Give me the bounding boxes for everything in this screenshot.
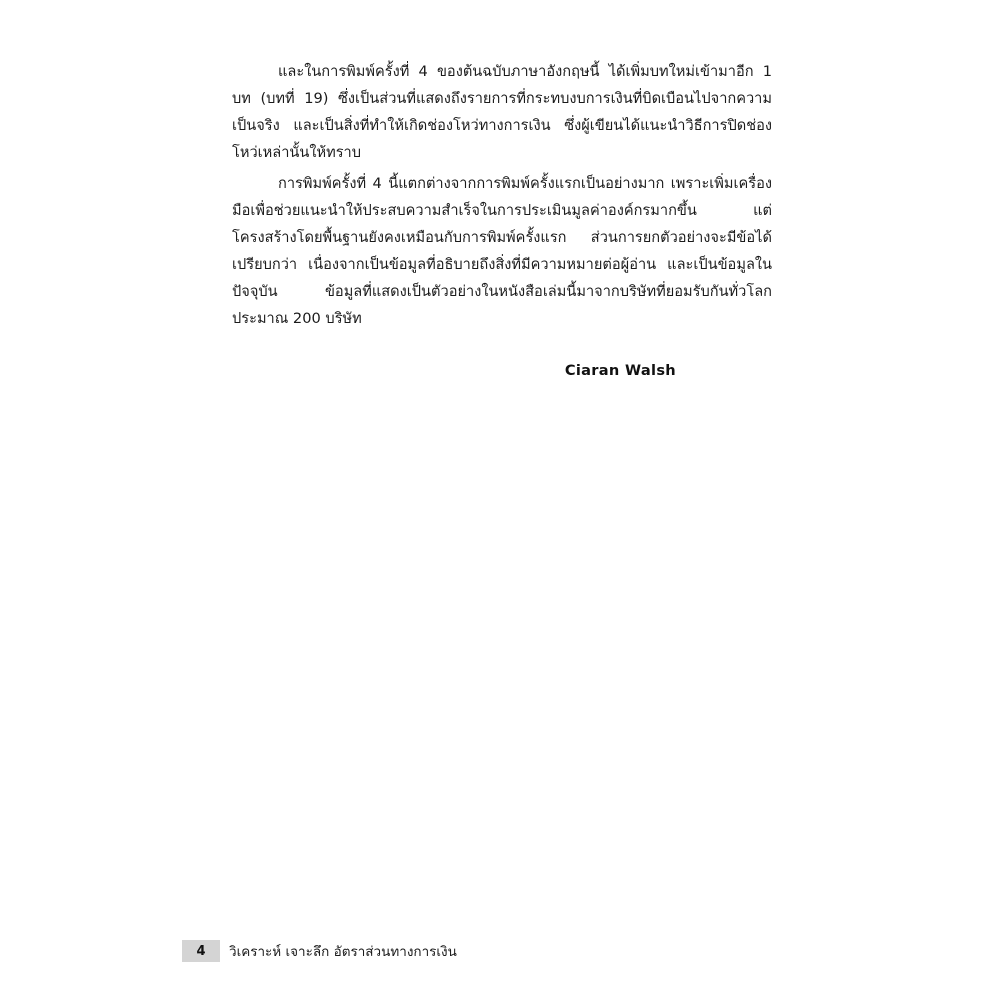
body-paragraph-2: การพิมพ์ครั้งที่ 4 นี้แตกต่างจากการพิมพ์ครั้งแรกเป็นอย่างมาก เพราะเพิ่มเครื่องมือเพื่อช่วยแนะนำให้ประสบความสำเร็จในการประเมินมูลค่าองค์กรมากขึ้น แต่โครงสร้างโดยพื้นฐานยังคงเหมือนกับการพิมพ์ครั้งแรก ส่วนการยกตัวอย่างจะมีข้อได้เปรียบกว่า เนื่องจากเป็นข้อมูลที่อธิบายถึงสิ่งที่มีความหมายต่อผู้อ่าน และเป็นข้อมูลในปัจจุบัน ข้อมูลที่แสดงเป็นตัวอย่างในหนังสือเล่มนี้มาจากบริษัทที่ยอมรับกันทั่วโลกประมาณ 200 บริษัท xyxy=(232,175,772,327)
page-number: 4 xyxy=(182,940,220,962)
page-footer xyxy=(182,940,457,962)
footer-running-title: วิเคราะห์ เจาะลึก อัตราส่วนทางการเงิน xyxy=(229,944,457,960)
body-paragraph-1: และในการพิมพ์ครั้งที่ 4 ของต้นฉบับภาษาอังกฤษนี้ ได้เพิ่มบทใหม่เข้ามาอีก 1 บท (บทที่ 19) ซึ่งเป็นส่วนที่แสดงถึงรายการที่กระทบงบการเงินที่บิดเบือนไปจากความเป็นจริง และเป็นสิ่งที่ทำให้เกิดช่องโหว่ทางการเงิน ซึ่งผู้เขียนได้แนะนำวิธีการปิดช่องโหว่เหล่านั้นให้ทราบ xyxy=(232,63,772,161)
text-column xyxy=(232,58,772,379)
author-signature: Ciaran Walsh xyxy=(564,362,676,379)
